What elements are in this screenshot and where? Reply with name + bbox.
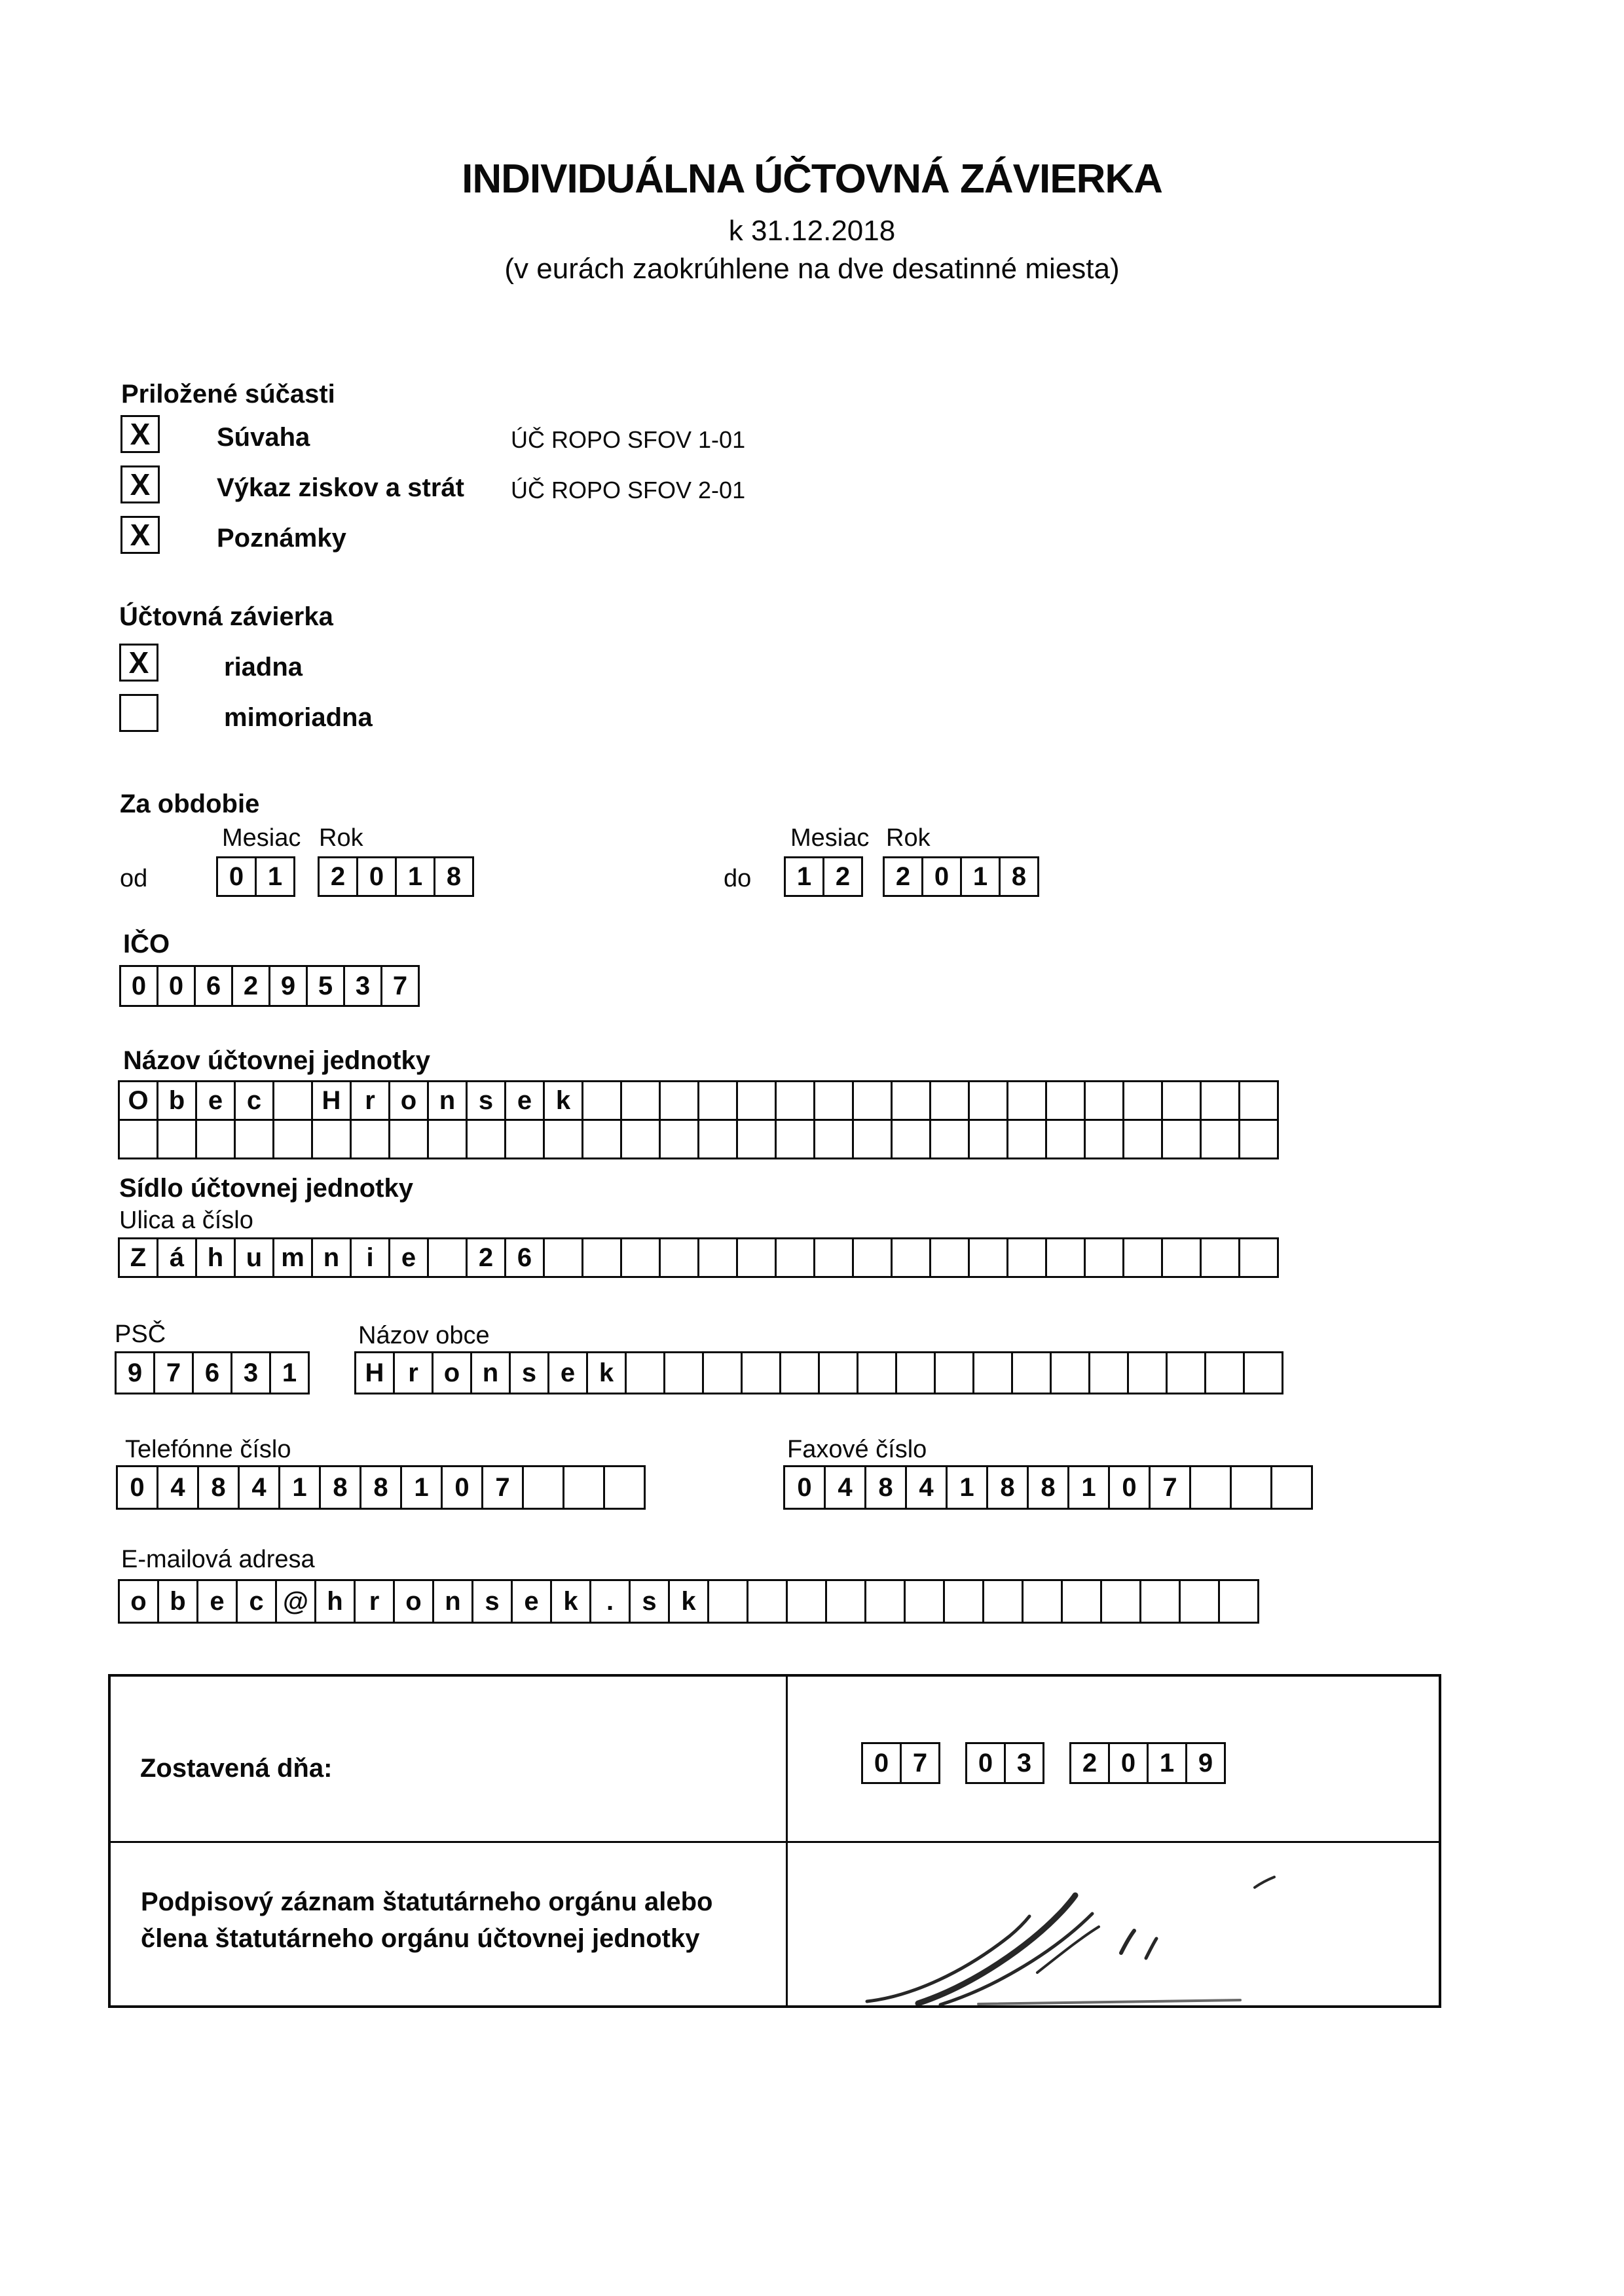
char-cell: r [354,1579,395,1624]
char-cell [603,1465,646,1510]
char-cell: 7 [481,1465,524,1510]
char-cell: 7 [380,965,420,1007]
char-cell: k [543,1080,583,1121]
char-cell: 4 [238,1465,280,1510]
char-cell: 2 [318,856,358,897]
closing-type-heading: Účtovná závierka [119,602,333,631]
char-cell: 9 [268,965,308,1007]
char-cell: 0 [1108,1742,1149,1784]
char-cell: 1 [784,856,824,897]
char-cell [1050,1351,1090,1394]
char-cell [1238,1119,1279,1159]
char-cell: m [272,1237,313,1278]
char-cell: 2 [466,1237,506,1278]
char-cell [1218,1579,1259,1624]
char-cell [1122,1119,1163,1159]
char-cell: 3 [231,1351,271,1394]
char-cell [663,1351,704,1394]
char-cell [1084,1237,1124,1278]
attached-item-code: ÚČ ROPO SFOV 2-01 [511,477,746,503]
char-cell: 0 [216,856,257,897]
char-cell: 1 [255,856,295,897]
street-label: Ulica a číslo [119,1207,253,1234]
period-month-label: Mesiac [222,824,301,852]
char-cell: b [157,1080,197,1121]
char-cell: á [157,1237,197,1278]
checkbox-vykaz-mark: X [130,467,151,501]
footer-table [108,1674,1441,2008]
char-cell: s [471,1579,513,1624]
char-cell: b [157,1579,198,1624]
char-cell: 6 [192,1351,232,1394]
attached-heading: Priložené súčasti [121,380,335,409]
char-cell [775,1237,815,1278]
char-cell: . [589,1579,631,1624]
char-cell: 9 [115,1351,155,1394]
char-cell [1179,1579,1220,1624]
char-cell: 6 [194,965,233,1007]
attached-item-label: Poznámky [217,524,346,553]
char-cell: 2 [883,856,923,897]
char-cell [1238,1080,1279,1121]
char-cell [1166,1351,1206,1394]
char-cell [118,1119,158,1159]
char-cell: e [504,1080,545,1121]
char-cell [581,1080,622,1121]
char-cell: 0 [157,965,196,1007]
char-cell: i [350,1237,390,1278]
char-cell: n [427,1080,468,1121]
char-cell [968,1237,1008,1278]
char-cell: 7 [153,1351,194,1394]
char-cell: 9 [1185,1742,1226,1784]
char-cell: 0 [783,1465,826,1510]
char-cell [563,1465,605,1510]
char-cell: 1 [1147,1742,1187,1784]
char-cell [1238,1237,1279,1278]
char-cell [736,1080,777,1121]
char-cell: r [350,1080,390,1121]
char-cell: 6 [504,1237,545,1278]
char-cell [813,1080,854,1121]
period-month-label-to: Mesiac [790,824,870,852]
char-cell: @ [275,1579,316,1624]
char-cell: 7 [900,1742,940,1784]
char-cell: 8 [864,1465,907,1510]
char-cell [1200,1119,1240,1159]
closing-option-label: riadna [224,653,303,682]
char-cell [1006,1119,1047,1159]
signature-label [141,1887,730,1953]
char-cell: O [118,1080,158,1121]
char-cell [1122,1080,1163,1121]
char-cell: 1 [960,856,1001,897]
char-cell [620,1237,661,1278]
char-cell [1045,1237,1086,1278]
char-cell [1006,1080,1047,1121]
char-cell [968,1080,1008,1121]
char-cell: 4 [157,1465,199,1510]
char-cell: 3 [343,965,382,1007]
char-cell: 8 [1027,1465,1069,1510]
char-cell [972,1351,1013,1394]
char-cell: 8 [986,1465,1029,1510]
char-cell [1011,1351,1052,1394]
char-cell [234,1119,274,1159]
char-cell [934,1351,974,1394]
city-label: Názov obce [358,1322,490,1349]
seat-heading: Sídlo účtovnej jednotky [119,1174,413,1203]
checkbox-riadna-mark: X [128,646,149,680]
char-cell: 4 [824,1465,866,1510]
char-cell [1022,1579,1063,1624]
compiled-date-month [965,1742,1043,1784]
period-year-label: Rok [319,824,363,852]
entity-name-row1 [118,1080,1277,1121]
char-cell: 7 [1149,1465,1191,1510]
signature-label-line1: Podpisový záznam štatutárneho orgánu alebo [141,1887,713,1916]
char-cell [1006,1237,1047,1278]
char-cell [1122,1237,1163,1278]
char-cell [818,1351,858,1394]
char-cell: k [586,1351,627,1394]
char-cell: 2 [822,856,863,897]
char-cell: o [118,1579,159,1624]
char-cell: e [511,1579,552,1624]
char-cell [195,1119,236,1159]
char-cell [864,1579,906,1624]
char-cell: 0 [921,856,962,897]
char-cell: 0 [119,965,158,1007]
char-cell: 8 [434,856,474,897]
char-cell: H [311,1080,352,1121]
fax-cells [783,1465,1311,1510]
checkbox-poznamky-mark: X [130,518,151,552]
char-cell: 0 [861,1742,902,1784]
email-cells [118,1579,1257,1624]
entity-name-label: Názov účtovnej jednotky [123,1046,430,1075]
char-cell: H [354,1351,395,1394]
char-cell: Z [118,1237,158,1278]
char-cell [1045,1119,1086,1159]
subtitle-note: (v eurách zaokrúhlene na dve desatinné miesta) [504,253,1120,285]
char-cell: k [668,1579,709,1624]
char-cell: o [393,1579,434,1624]
period-year-label-to: Rok [886,824,931,852]
period-to-year-cells [883,856,1037,897]
char-cell [852,1080,893,1121]
char-cell [1200,1237,1240,1278]
char-cell: s [629,1579,670,1624]
char-cell: 0 [116,1465,158,1510]
char-cell: o [432,1351,472,1394]
char-cell: c [236,1579,277,1624]
char-cell [1139,1579,1181,1624]
char-cell [504,1119,545,1159]
signature-label-line2: člena štatutárneho orgánu účtovnej jednotky [141,1924,700,1953]
char-cell [1200,1080,1240,1121]
char-cell [736,1237,777,1278]
char-cell [581,1119,622,1159]
char-cell: 1 [1067,1465,1110,1510]
char-cell: 1 [395,856,435,897]
phone-cells [116,1465,644,1510]
period-heading: Za obdobie [120,790,260,818]
ico-cells [119,965,418,1007]
period-to-month-cells [784,856,861,897]
char-cell: n [311,1237,352,1278]
char-cell [1084,1119,1124,1159]
subtitle-date: k 31.12.2018 [728,215,896,247]
char-cell [311,1119,352,1159]
char-cell [620,1080,661,1121]
char-cell [272,1080,313,1121]
char-cell: 0 [965,1742,1006,1784]
char-cell: 3 [1004,1742,1044,1784]
char-cell [813,1237,854,1278]
compiled-date-cells [861,1742,1224,1784]
char-cell: 8 [319,1465,361,1510]
char-cell [388,1119,429,1159]
char-cell [350,1119,390,1159]
char-cell [466,1119,506,1159]
city-cells [354,1351,1282,1394]
page-title: INDIVIDUÁLNA ÚČTOVNÁ ZÁVIERKA [462,156,1162,202]
char-cell [157,1119,197,1159]
char-cell [1230,1465,1272,1510]
char-cell [1161,1080,1202,1121]
street-cells [118,1237,1277,1278]
char-cell [272,1119,313,1159]
char-cell: r [393,1351,434,1394]
char-cell [929,1237,970,1278]
attached-item-label: Súvaha [217,423,310,452]
char-cell [929,1080,970,1121]
char-cell [1088,1351,1129,1394]
char-cell: 0 [356,856,397,897]
email-label: E-mailová adresa [121,1546,315,1573]
char-cell [786,1579,827,1624]
char-cell [891,1080,931,1121]
char-cell [943,1579,984,1624]
char-cell [697,1119,738,1159]
char-cell: 0 [1108,1465,1151,1510]
char-cell: o [388,1080,429,1121]
compiled-date-day [861,1742,938,1784]
char-cell [1270,1465,1313,1510]
period-from-label: od [120,865,148,892]
char-cell: h [314,1579,356,1624]
char-cell [904,1579,945,1624]
char-cell [1084,1080,1124,1121]
char-cell: e [196,1579,238,1624]
char-cell [659,1080,699,1121]
char-cell: e [547,1351,588,1394]
char-cell: c [234,1080,274,1121]
char-cell: u [234,1237,274,1278]
char-cell [625,1351,665,1394]
char-cell [747,1579,788,1624]
char-cell [1161,1237,1202,1278]
char-cell [707,1579,748,1624]
char-cell [697,1080,738,1121]
char-cell [427,1237,468,1278]
fax-label: Faxové číslo [787,1436,927,1463]
char-cell [1204,1351,1245,1394]
char-cell [1045,1080,1086,1121]
char-cell [891,1237,931,1278]
char-cell [702,1351,743,1394]
closing-option-label: mimoriadna [224,703,373,732]
char-cell [825,1579,866,1624]
char-cell: e [388,1237,429,1278]
attached-item-code: ÚČ ROPO SFOV 1-01 [511,426,746,453]
char-cell: 8 [360,1465,402,1510]
signature-scribble [841,1873,1299,2007]
char-cell: 1 [946,1465,988,1510]
char-cell [741,1351,781,1394]
char-cell [522,1465,564,1510]
footer-row-divider [111,1841,1439,1843]
char-cell [543,1119,583,1159]
char-cell [929,1119,970,1159]
checkbox-suvaha-mark: X [130,417,151,451]
char-cell [775,1119,815,1159]
char-cell [968,1119,1008,1159]
char-cell [775,1080,815,1121]
entity-name-grid [118,1080,1277,1159]
char-cell: s [466,1080,506,1121]
char-cell: 5 [306,965,345,1007]
checkbox-riadna [119,644,158,682]
char-cell [581,1237,622,1278]
char-cell [427,1119,468,1159]
char-cell: 1 [278,1465,321,1510]
char-cell [1127,1351,1168,1394]
char-cell: n [470,1351,511,1394]
char-cell: 8 [197,1465,240,1510]
char-cell [1161,1119,1202,1159]
char-cell [620,1119,661,1159]
char-cell [543,1237,583,1278]
char-cell: k [550,1579,591,1624]
period-from-month-cells [216,856,293,897]
checkbox-suvaha [120,415,160,453]
char-cell [857,1351,897,1394]
char-cell: 2 [231,965,270,1007]
char-cell [659,1237,699,1278]
char-cell [852,1237,893,1278]
ico-label: IČO [123,930,170,958]
char-cell [736,1119,777,1159]
char-cell: n [432,1579,473,1624]
psc-cells [115,1351,308,1394]
char-cell [895,1351,936,1394]
phone-label: Telefónne číslo [125,1436,291,1463]
entity-name-row2 [118,1119,1277,1159]
char-cell [659,1119,699,1159]
attached-item-label: Výkaz ziskov a strát [217,473,464,502]
char-cell [852,1119,893,1159]
compiled-date-label: Zostavená dňa: [140,1754,333,1783]
char-cell: h [195,1237,236,1278]
char-cell [779,1351,820,1394]
char-cell: 4 [905,1465,948,1510]
checkbox-poznamky [120,516,160,554]
period-to-label: do [724,865,752,892]
char-cell: 8 [999,856,1039,897]
char-cell: e [195,1080,236,1121]
char-cell: 1 [400,1465,443,1510]
char-cell [1061,1579,1102,1624]
checkbox-mimoriadna [119,694,158,732]
compiled-date-year [1069,1742,1224,1784]
period-from-year-cells [318,856,472,897]
char-cell [1189,1465,1232,1510]
char-cell [697,1237,738,1278]
char-cell: 1 [269,1351,310,1394]
char-cell: 0 [441,1465,483,1510]
char-cell [813,1119,854,1159]
char-cell: s [509,1351,549,1394]
char-cell [891,1119,931,1159]
checkbox-vykaz [120,465,160,503]
char-cell [1243,1351,1283,1394]
char-cell: 2 [1069,1742,1110,1784]
psc-label: PSČ [115,1321,166,1348]
char-cell [982,1579,1024,1624]
char-cell [1100,1579,1141,1624]
